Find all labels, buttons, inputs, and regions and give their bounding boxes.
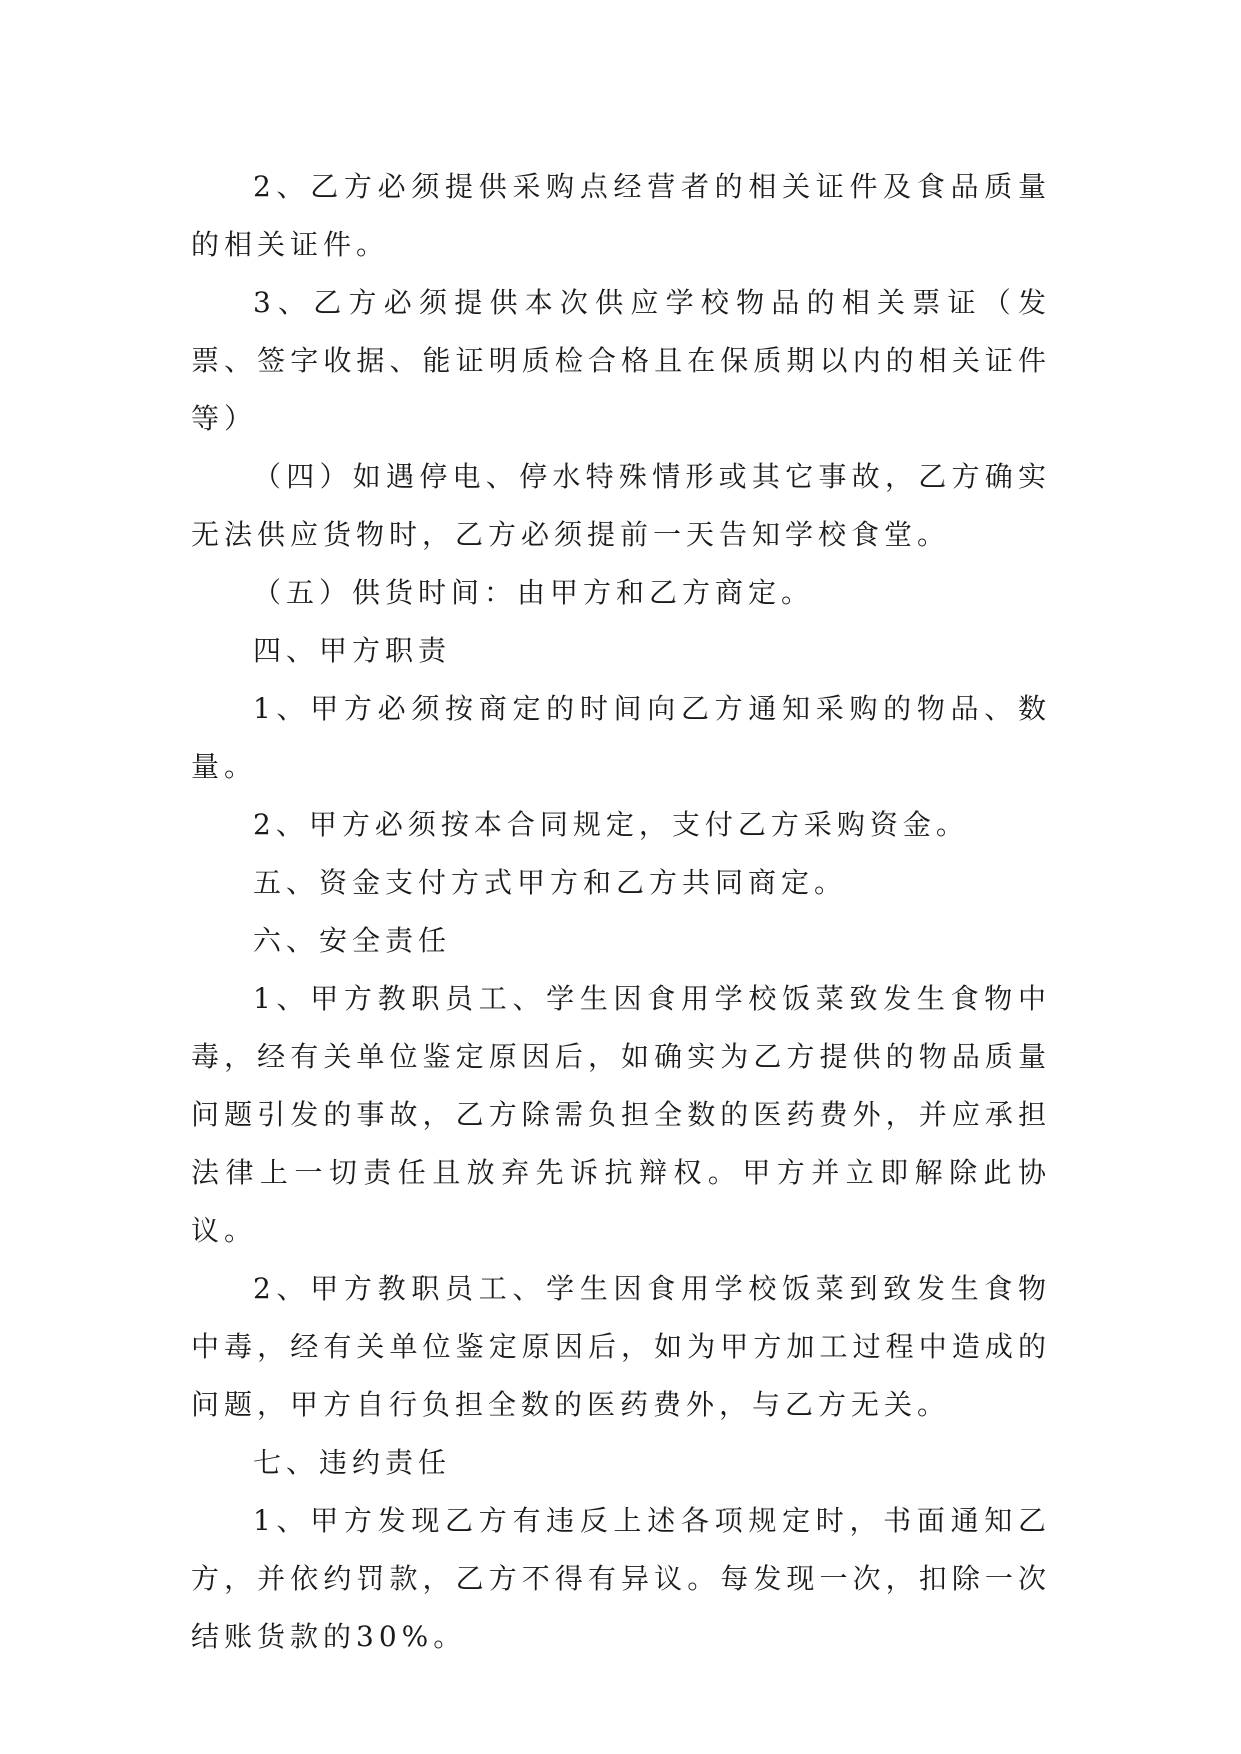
paragraph: 五、资金支付方式甲方和乙方共同商定。 [253,866,848,899]
section-heading: 六、安全责任 [253,924,452,957]
section-heading: 七、违约责任 [253,1446,452,1479]
paragraph: （五）供货时间：由甲方和乙方商定。 [253,576,815,609]
paragraph: 1、甲方教职员工、学生因食用学校饭菜致发生食物中毒，经有关单位鉴定原因后，如确实为乙方提供的物品质量问题引发的事故，乙方除需负担全数的医药费外，并应承担法律上一切责任且放弃先诉抗辩权。甲方并立即解除此协议。 [191,982,1051,1247]
paragraph: 2、乙方必须提供采购点经营者的相关证件及食品质量的相关证件。 [191,170,1051,261]
paragraph: 2、甲方教职员工、学生因食用学校饭菜到致发生食物中毒，经有关单位鉴定原因后，如为甲方加工过程中造成的问题，甲方自行负担全数的医药费外，与乙方无关。 [191,1272,1051,1421]
paragraph: 1、甲方发现乙方有违反上述各项规定时，书面通知乙方，并依约罚款，乙方不得有异议。每发现一次，扣除一次结账货款的30%。 [191,1504,1051,1653]
paragraph: 2、甲方必须按本合同规定，支付乙方采购资金。 [253,808,969,841]
paragraph: 3、乙方必须提供本次供应学校物品的相关票证（发票、签字收据、能证明质检合格且在保质期以内的相关证件等） [191,286,1051,435]
document-body [191,158,1051,1666]
paragraph: 1、甲方必须按商定的时间向乙方通知采购的物品、数量。 [191,692,1051,783]
paragraph: （四）如遇停电、停水特殊情形或其它事故，乙方确实无法供应货物时，乙方必须提前一天告知学校食堂。 [191,460,1051,551]
section-heading: 四、甲方职责 [253,634,452,667]
